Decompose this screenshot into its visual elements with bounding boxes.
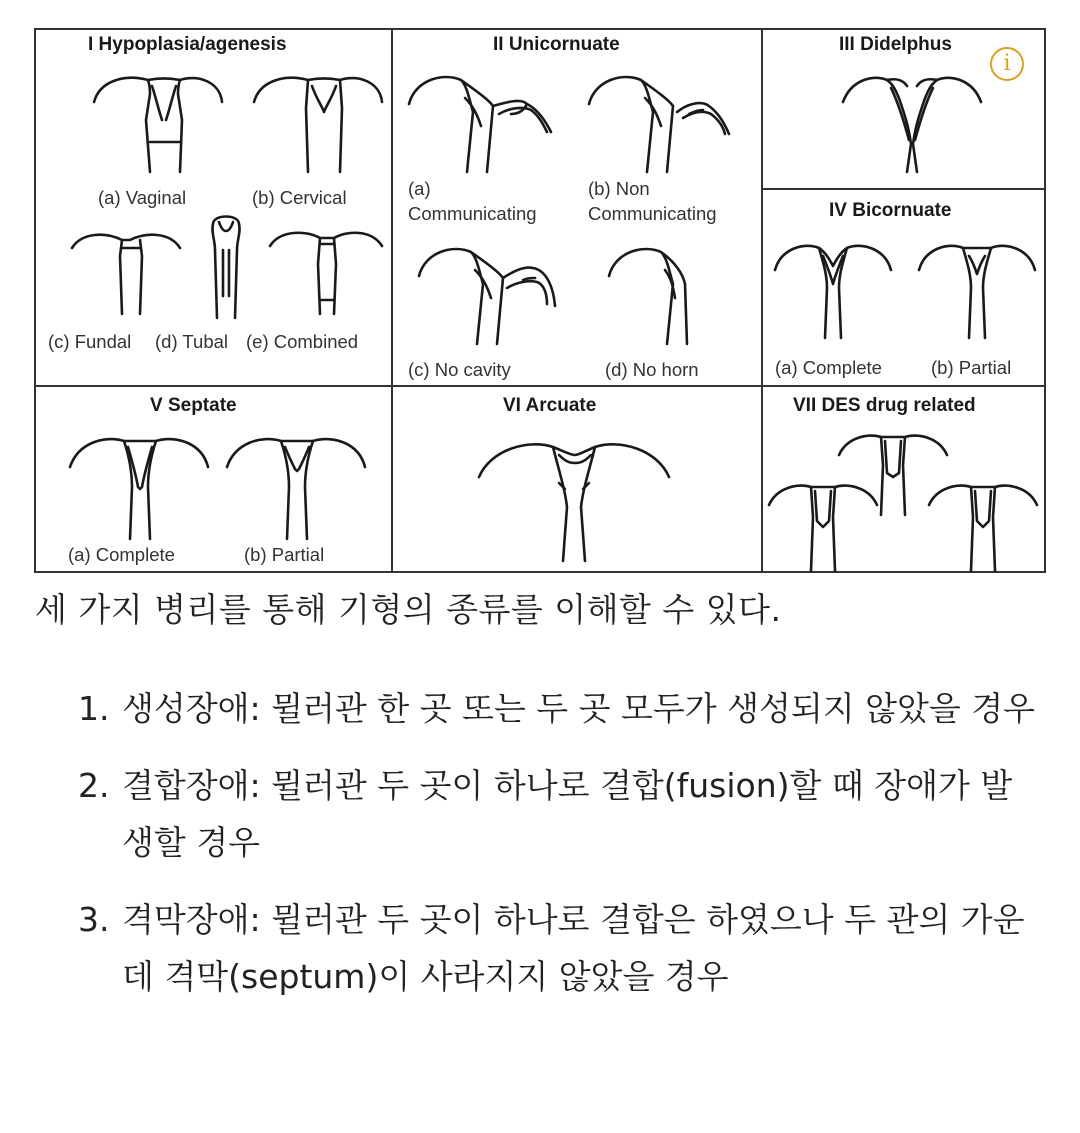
cell-title: VII DES drug related [793,395,976,416]
cell-des-drug-related [763,387,1046,573]
uterus-diagram [771,234,901,344]
list-number: 3. [78,900,110,939]
list-number: 2. [78,766,110,805]
caption-text: 세 가지 병리를 통해 기형의 종류를 이해할 수 있다. [35,590,782,629]
cell-title: III Didelphus [839,34,952,55]
diagram-label: (d) Tubal [155,331,229,352]
uterus-diagram [403,68,563,178]
cell-title: I Hypoplasia/agenesis [88,34,287,55]
diagram-label: (a) Complete [68,544,175,565]
diagram-label: (b) Cervical [252,187,347,208]
diagram-label: (d) No horn [605,359,699,380]
cell-title: IV Bicornuate [829,200,952,221]
list-number: 1. [78,689,110,728]
uterus-diagram [473,427,673,567]
diagram-label: (c) No cavity [408,359,511,380]
list-item [78,680,1038,737]
uterus-diagram [201,210,251,322]
uterus-diagram [413,240,563,350]
uterus-diagram [64,427,214,545]
uterus-diagram [86,68,226,178]
uterus-diagram [923,473,1043,573]
diagram-label: (a) Vaginal [98,187,187,208]
cell-title: V Septate [150,395,237,416]
uterus-diagram [246,68,386,178]
uterus-diagram [264,224,386,318]
numbered-list [78,680,1038,1025]
diagram-label: (e) Combined [246,331,359,352]
uterus-diagram [763,473,883,573]
diagram-label: (b) Non Communicating [588,178,717,224]
cell-septate [36,387,391,573]
uterus-diagram [837,66,987,176]
list-item [78,757,1038,871]
uterus-diagram [66,226,186,318]
diagram-label: (a) Complete [775,357,882,378]
cell-title: II Unicornuate [493,34,620,55]
info-icon[interactable]: i [990,47,1024,81]
list-text: 결합장애: 뮐러관 두 곳이 하나로 결합(fusion)할 때 장애가 발생할 경우 [122,766,1013,862]
diagram-label: (b) Partial [931,357,1012,378]
list-text: 격막장애: 뮐러관 두 곳이 하나로 결합은 하였으나 두 관의 가운데 격막(septum)이 사라지지 않았을 경우 [122,900,1025,996]
uterine-anomalies-figure [34,28,1046,573]
cell-arcuate [393,387,761,573]
diagram-label: (c) Fundal [48,331,132,352]
cell-hypoplasia-agenesis [36,30,391,385]
list-item [78,891,1038,1005]
uterus-diagram [603,240,703,350]
cell-title: VI Arcuate [503,395,597,416]
uterus-diagram [583,68,743,178]
uterus-diagram [915,234,1045,344]
cell-bicornuate [763,190,1046,385]
diagram-label: (b) Partial [244,544,325,565]
list-text: 생성장애: 뮐러관 한 곳 또는 두 곳 모두가 생성되지 않았을 경우 [122,689,1035,728]
uterus-diagram [221,427,371,545]
cell-unicornuate [393,30,761,385]
diagram-label: (a) Communicating [408,178,537,224]
